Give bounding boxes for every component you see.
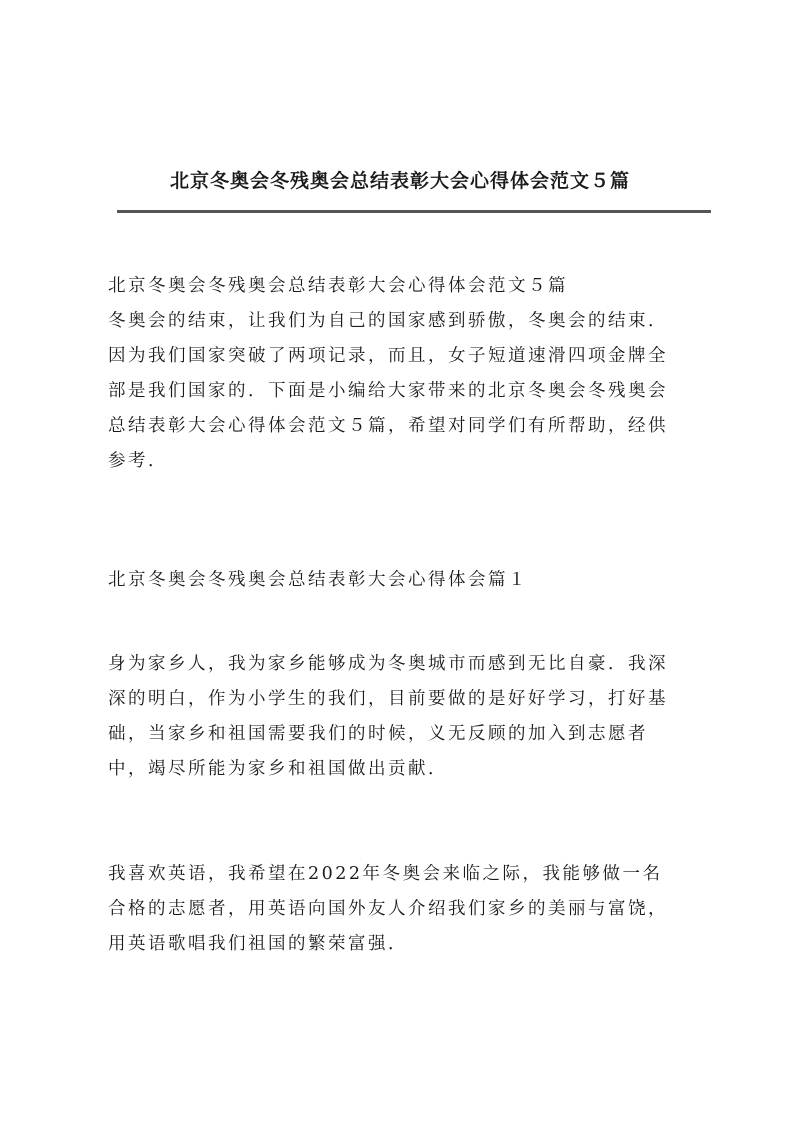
paragraph-line: 础，当家乡和祖国需要我们的时候，义无反顾的加入到志愿者 [108,724,648,744]
paragraph-line: 深的明白，作为小学生的我们，目前要做的是好好学习，打好基 [108,689,668,709]
intro-line: 参考． [108,451,168,471]
paragraph-2 [108,857,718,962]
intro-line: 因为我们国家突破了两项记录，而且，女子短道速滑四项金牌全 [108,346,668,366]
intro-line: 冬奥会的结束，让我们为自己的国家感到骄傲，冬奥会的结束． [108,311,668,331]
intro-line: 部是我们国家的．下面是小编给大家带来的北京冬奥会冬残奥会 [108,381,668,401]
paragraph-line: 合格的志愿者，用英语向国外友人介绍我们家乡的美丽与富饶， [108,899,668,919]
paragraph-line: 我喜欢英语，我希望在2022年冬奥会来临之际，我能够做一名 [108,864,663,884]
paragraph-1 [108,647,718,787]
intro-line: 北京冬奥会冬残奥会总结表彰大会心得体会范文５篇 [108,276,568,296]
section-heading: 北京冬奥会冬残奥会总结表彰大会心得体会篇１ [108,570,528,590]
paragraph-line: 中，竭尽所能为家乡和祖国做出贡献． [108,759,448,779]
intro-line: 总结表彰大会心得体会范文５篇，希望对同学们有所帮助，经供 [108,416,668,436]
paragraph-line: 身为家乡人，我为家乡能够成为冬奥城市而感到无比自豪．我深 [108,654,668,674]
intro-block [108,269,718,479]
paragraph-line: 用英语歌唱我们祖国的繁荣富强． [108,934,408,954]
section-heading-block [108,563,718,598]
title-divider [117,210,711,213]
document-title: 北京冬奥会冬残奥会总结表彰大会心得体会范文５篇 [169,170,630,192]
